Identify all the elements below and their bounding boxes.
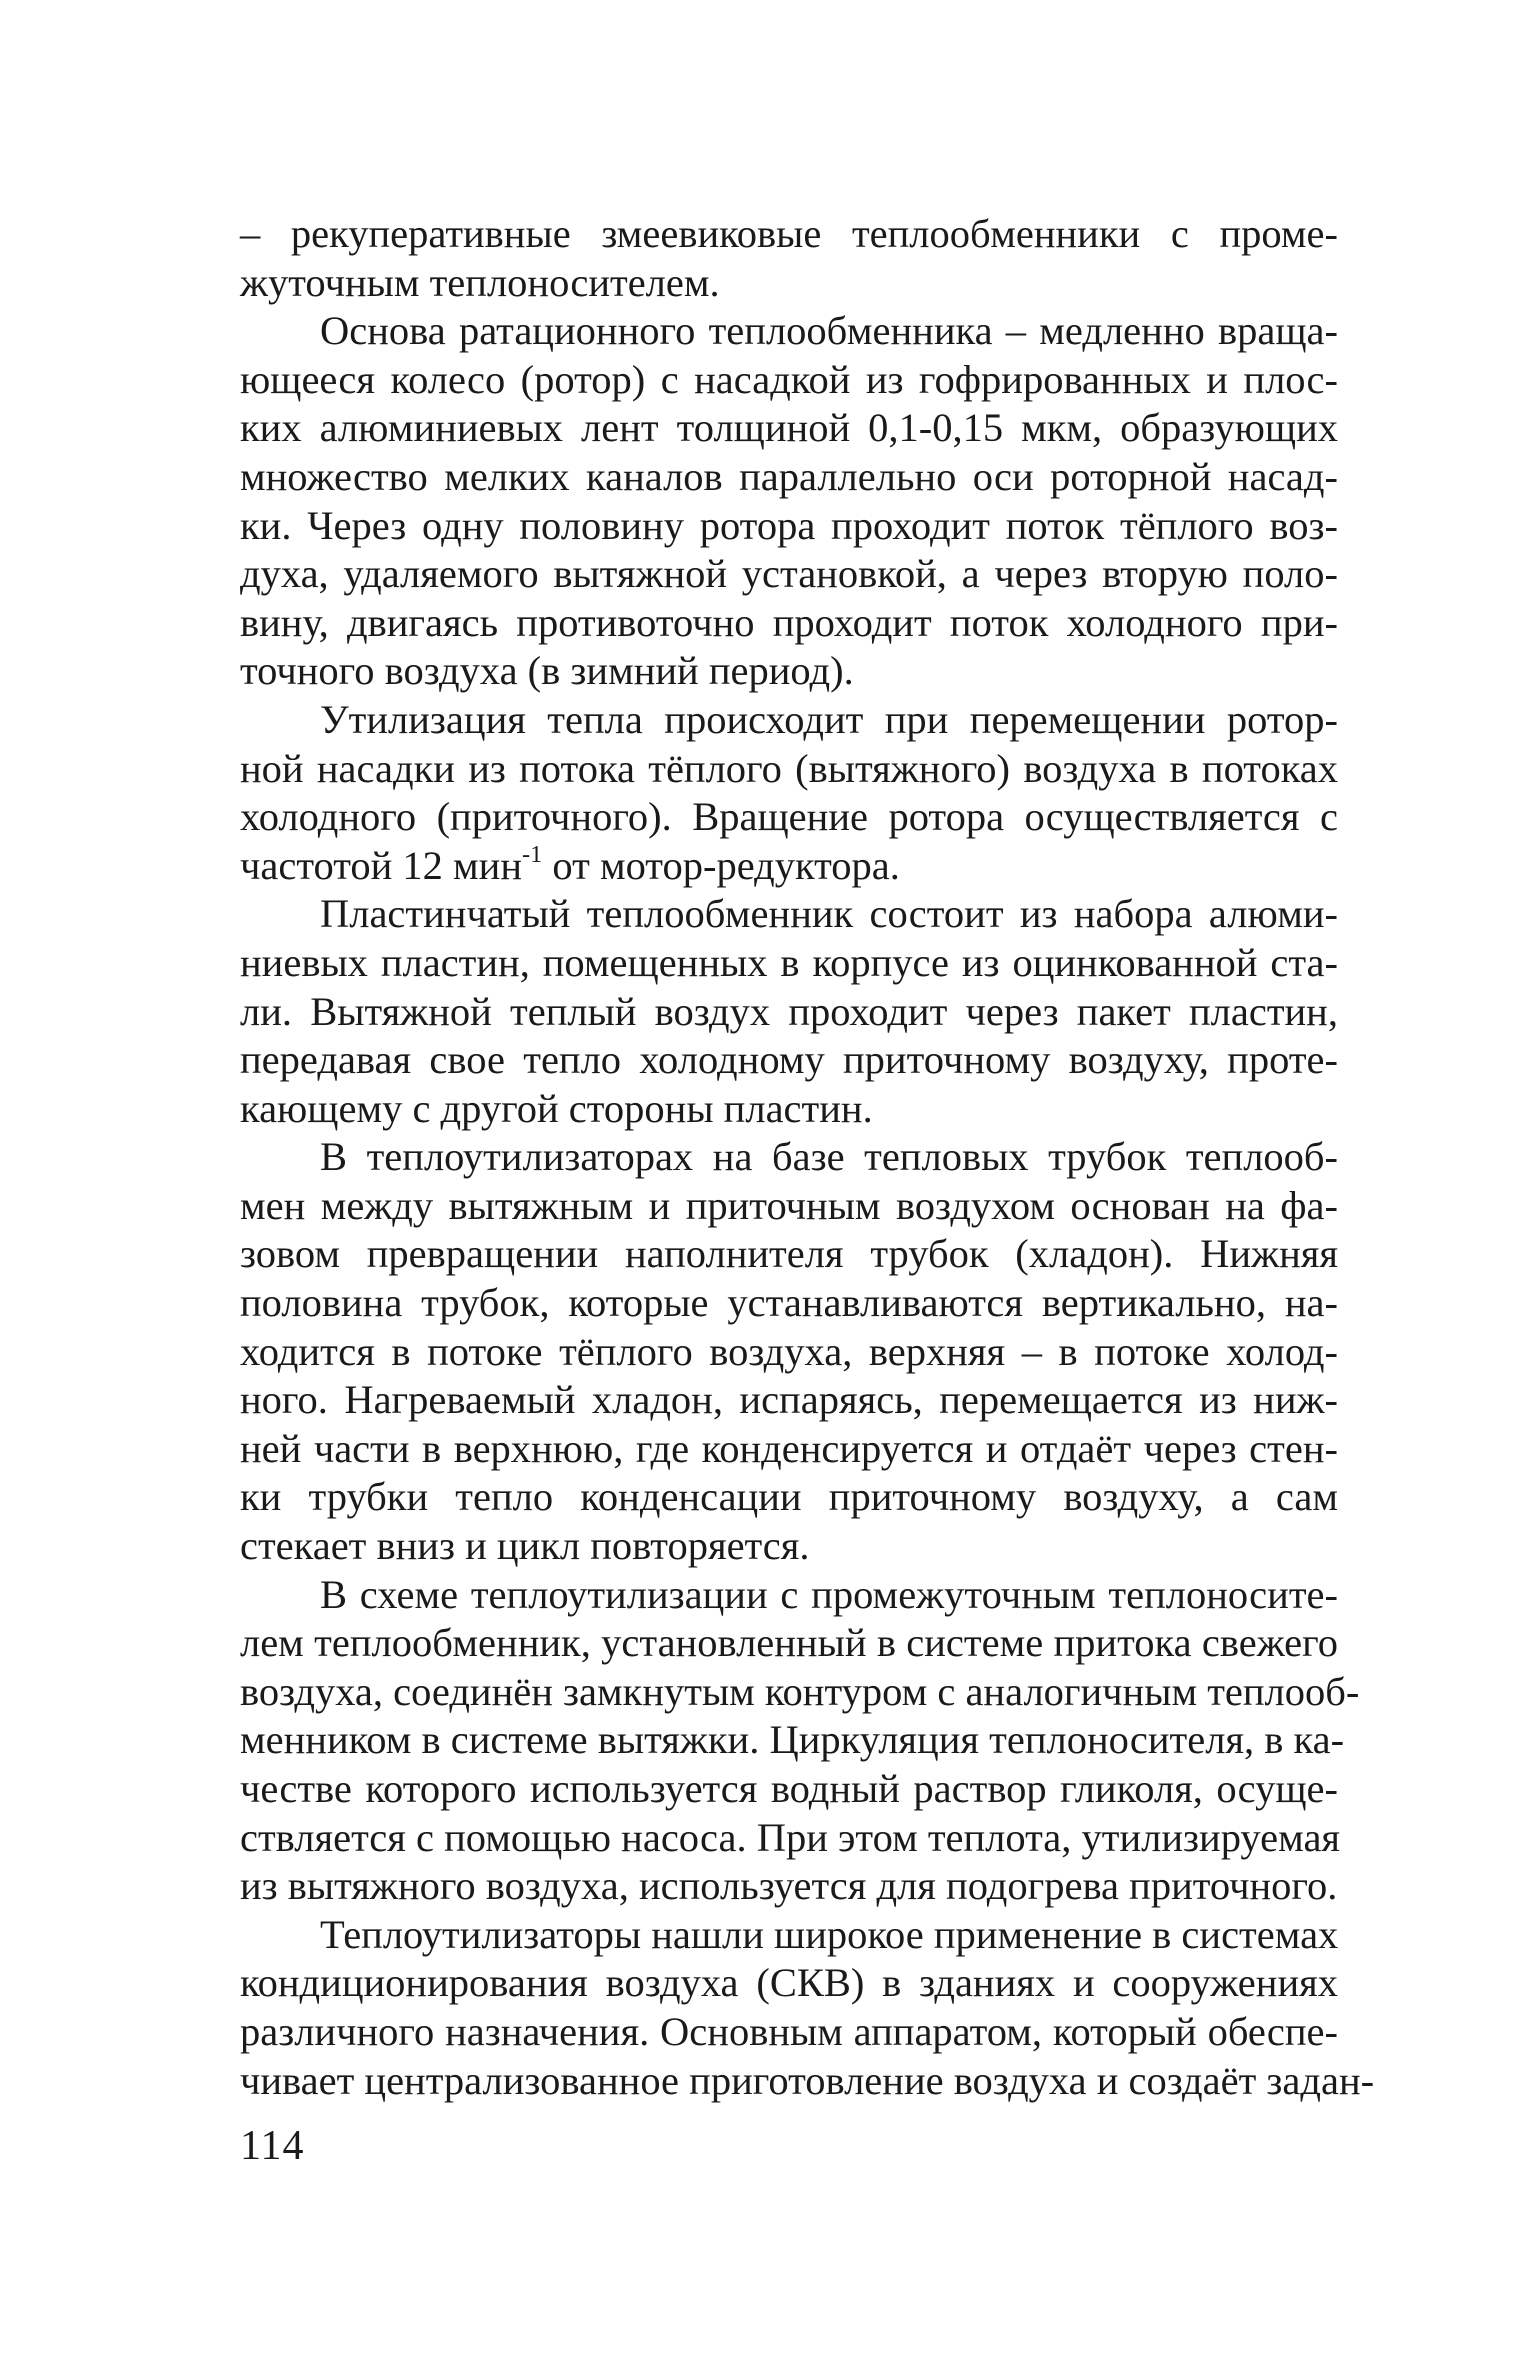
- text-line: ствляется с помощью насоса. При этом теплота, утилизируемая: [240, 1814, 1341, 1860]
- text-line: Утилизация тепла происходит при перемещении ротор-: [320, 696, 1338, 742]
- page-number: 114: [240, 2123, 305, 2169]
- text-line: Основа ратационного теплообменника – медленно враща-: [320, 308, 1338, 354]
- paragraph: [240, 1133, 1338, 1570]
- text-line: холодного (приточного). Вращение ротора осуществляется с: [240, 794, 1338, 840]
- paragraph: [240, 210, 1338, 307]
- text-line: [240, 842, 1338, 891]
- text-line: менником в системе вытяжки. Циркуляция теплоносителя, в ка-: [240, 1717, 1345, 1763]
- text-line: чивает централизованное приготовление воздуха и создаёт задан-: [240, 2057, 1375, 2103]
- text-line-start: частотой 12 мин: [240, 842, 523, 888]
- text-line: ких алюминиевых лент толщиной 0,1-0,15 мкм, образующих: [240, 405, 1338, 451]
- text-line: жуточным теплоносителем.: [240, 259, 720, 305]
- paragraph: [240, 696, 1338, 890]
- paragraph: [240, 1571, 1360, 1911]
- text-line: множество мелких каналов параллельно оси роторной насад-: [240, 453, 1338, 499]
- text-line: ки. Через одну половину ротора проходит поток тёплого воз-: [240, 502, 1338, 548]
- text-line: лем теплообменник, установленный в системе притока свежего: [240, 1620, 1338, 1666]
- text-line: В теплоутилизаторах на базе тепловых трубок теплооб-: [320, 1134, 1338, 1180]
- text-line: мен между вытяжным и приточным воздухом основан на фа-: [240, 1182, 1338, 1228]
- text-line: ной насадки из потока тёплого (вытяжного) воздуха в потоках: [240, 745, 1338, 791]
- text-line: ющееся колесо (ротор) с насадкой из гофрированных и плос-: [240, 356, 1338, 402]
- text-line: честве которого используется водный раствор гликоля, осуще-: [240, 1766, 1338, 1811]
- text-line: кондиционирования воздуха (СКВ) в зданиях и сооружениях: [240, 1960, 1338, 2006]
- paragraph: [240, 1911, 1375, 2105]
- text-line: В схеме теплоутилизации с промежуточным теплоносите-: [320, 1571, 1338, 1617]
- text-line: ней части в верхнюю, где конденсируется и отдаёт через стен-: [240, 1425, 1338, 1471]
- text-line: воздуха, соединён замкнутым контуром с аналогичным теплооб-: [240, 1668, 1360, 1714]
- paragraph: [240, 890, 1338, 1133]
- text-line: ходится в потоке тёплого воздуха, верхняя – в потоке холод-: [240, 1328, 1338, 1374]
- text-line: ного. Нагреваемый хладон, испаряясь, перемещается из ниж-: [240, 1377, 1338, 1423]
- text-line: Теплоутилизаторы нашли широкое применение в системах: [320, 1911, 1339, 1957]
- text-line: вину, двигаясь противоточно проходит поток холодного при-: [240, 599, 1338, 645]
- page-body: [240, 210, 1375, 2105]
- superscript: -1: [522, 840, 543, 868]
- text-line: кающему с другой стороны пластин.: [240, 1085, 873, 1131]
- text-line: половина трубок, которые устанавливаются вертикально, на-: [240, 1280, 1338, 1326]
- text-line: стекает вниз и цикл повторяется.: [240, 1523, 810, 1569]
- text-line: зовом превращении наполнителя трубок (хладон). Нижняя: [240, 1231, 1338, 1277]
- text-line-end: от мотор-редуктора.: [542, 842, 900, 888]
- text-line: различного назначения. Основным аппаратом, который обеспе-: [240, 2008, 1338, 2054]
- text-line: точного воздуха (в зимний период).: [240, 648, 854, 694]
- paragraph: [240, 307, 1338, 696]
- text-line: из вытяжного воздуха, используется для подогрева приточного.: [240, 1863, 1338, 1909]
- text-line: ки трубки тепло конденсации приточному воздуху, а сам: [240, 1474, 1338, 1520]
- text-line: ли. Вытяжной теплый воздух проходит через пакет пластин,: [240, 988, 1338, 1034]
- text-line: передавая свое тепло холодному приточному воздуху, проте-: [240, 1037, 1338, 1083]
- text-line: ниевых пластин, помещенных в корпусе из оцинкованной ста-: [240, 939, 1338, 985]
- text-line: духа, удаляемого вытяжной установкой, а через вторую поло-: [240, 551, 1338, 597]
- text-line: Пластинчатый теплообменник состоит из набора алюми-: [320, 891, 1338, 937]
- text-line: – рекуперативные змеевиковые теплообменники с проме-: [240, 211, 1338, 256]
